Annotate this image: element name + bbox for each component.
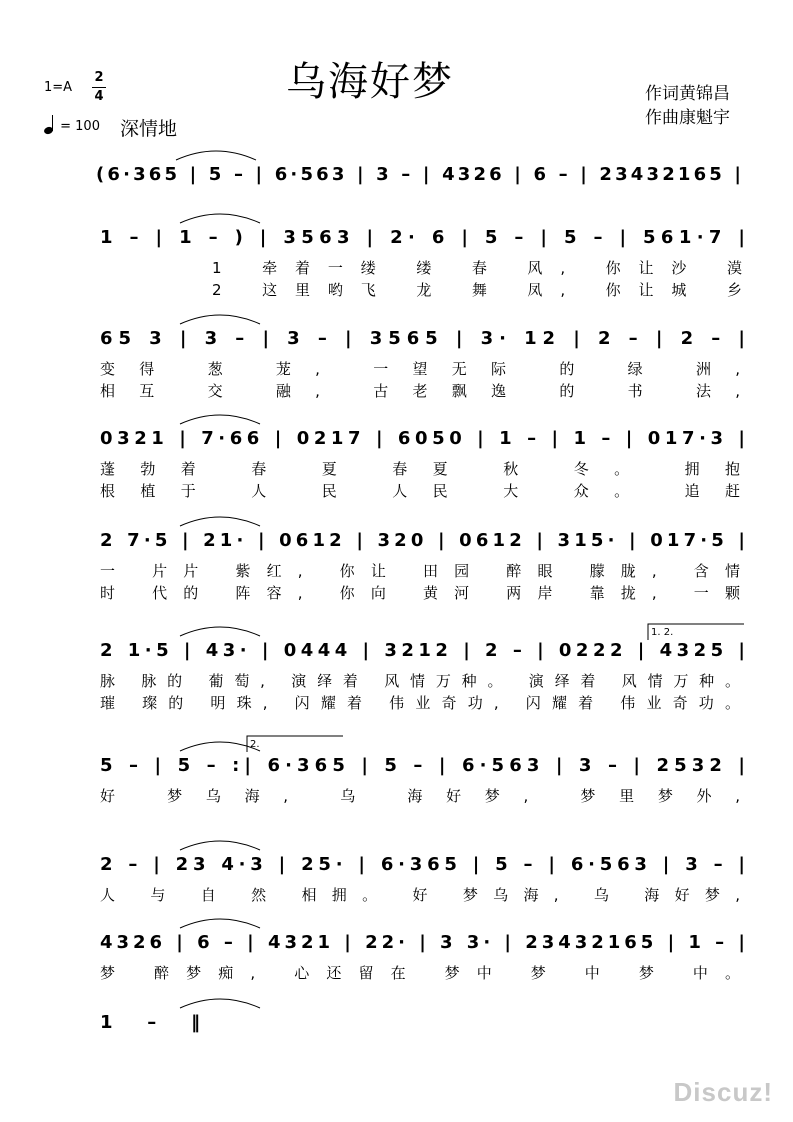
notes-line-6: 2 1·5 | 43· | 0444 | 3212 | 2 – | 0222 | 4325 |: [100, 640, 745, 661]
lyric-line-3-2: 相互 交 融, 古老飘逸 的 书 法,: [100, 382, 740, 400]
notes-line-3: 65 3 | 3 – | 3 – | 3565 | 3· 12 | 2 – | 2 – |: [100, 328, 745, 349]
lyric-line-7-1: 好 梦乌海, 乌 海好梦, 梦里梦外,: [100, 787, 740, 805]
slur-9: [180, 919, 260, 928]
notes-line-4: 0321 | 7·66 | 0217 | 6050 | 1 – | 1 – | 017·3 |: [100, 428, 745, 449]
tempo-value: = 100: [60, 119, 100, 134]
lyric-line-6-1: 脉 脉的 葡萄, 演绎着 风情万种。 演绎着 风情万种。: [100, 672, 741, 690]
notes-line-8: 2 – | 23 4·3 | 25· | 6·365 | 5 – | 6·563 | 3 – |: [100, 854, 745, 875]
lyric-line-6-2: 璀 璨的 明珠, 闪耀着 伟业奇功, 闪耀着 伟业奇功。: [100, 694, 740, 712]
lyric-line-4-2: 根植于 人 民 人民 大 众。 追赶: [100, 482, 740, 500]
slur-2: [180, 214, 260, 223]
meter-bottom: 4: [94, 89, 104, 104]
notes-line-5: 2 7·5 | 21· | 0612 | 320 | 0612 | 315· | 017·5 |: [100, 530, 745, 551]
slur-5: [180, 517, 260, 526]
slur-4: [180, 415, 260, 424]
slur-3: [180, 315, 260, 324]
slur-10: [180, 999, 260, 1008]
lyric-line-4-1: 蓬勃着 春 夏 春夏 秋 冬。 拥抱: [100, 460, 740, 478]
slur-8: [180, 841, 260, 850]
lyric-line-9-1: 梦 醉梦痴, 心还留在 梦中 梦 中 梦 中。: [100, 964, 740, 982]
slur-1: [176, 151, 256, 160]
score-title: 乌海好梦: [286, 59, 454, 105]
volta-label: 2.: [250, 739, 260, 750]
meter-top: 2: [94, 70, 104, 85]
volta-bracket: [247, 736, 343, 752]
slur-7: [180, 742, 260, 751]
notes-line-9: 4326 | 6 – | 4321 | 22· | 3 3· | 23432165 | 1 – |: [100, 932, 745, 953]
lyric-line-5-2: 时 代的 阵容, 你向 黄河 两岸 靠拢, 一颗: [100, 584, 740, 602]
watermark: Discuz!: [673, 1077, 773, 1107]
lyric-line-2-1: 1 牵着一缕 缕 春 风, 你让沙 漠: [212, 259, 743, 277]
lyric-line-2-2: 2 这里哟飞 龙 舞 凤, 你让城 乡: [212, 281, 743, 299]
slur-6: [180, 627, 260, 636]
notes-line-2: 1 – | 1 – ) | 3563 | 2· 6 | 5 – | 5 – | 561·7 |: [100, 227, 745, 248]
notes-line-1: (6·365 | 5 – | 6·563 | 3 – | 4326 | 6 – | 23432165 |: [96, 164, 741, 185]
notes-line-10: 1 – ‖: [100, 1012, 200, 1033]
composer-credit: 作曲康魁宇: [645, 108, 730, 128]
notes-line-7: 5 – | 5 – :| 6·365 | 5 – | 6·563 | 3 – | 2532 |: [100, 755, 746, 776]
expression-mark: 深情地: [120, 118, 178, 140]
volta-label: 1. 2.: [651, 627, 674, 638]
lyric-line-8-1: 人 与 自 然 相拥。 好 梦乌海, 乌 海好梦,: [100, 886, 740, 904]
lyric-line-3-1: 变得 葱 茏, 一望无际 的 绿 洲,: [100, 360, 740, 378]
key-signature: 1=A: [44, 80, 73, 95]
lyric-line-5-1: 一 片片 紫红, 你让 田园 醉眼 朦胧, 含情: [100, 562, 740, 580]
lyricist-credit: 作词黄锦昌: [645, 84, 730, 104]
